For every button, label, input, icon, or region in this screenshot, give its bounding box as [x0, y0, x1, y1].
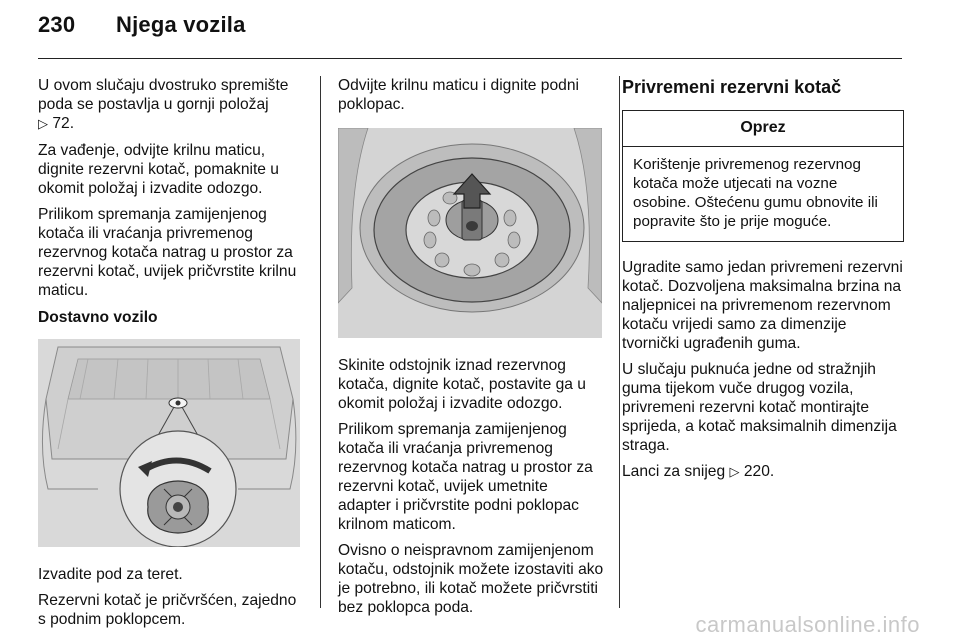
arrow-reference-icon: ▷ [729, 465, 740, 480]
paragraph: Prilikom spremanja zamijenjenog kotača ili vraćanja privremenog rezervnog kotača natrag u prostor za rezervni kotač, uvijek pričvrstite krilnu maticu. [38, 206, 297, 299]
header-rule [38, 58, 902, 59]
subheading: Dostavno vozilo [38, 309, 158, 326]
page-reference-link[interactable]: 220. [743, 463, 775, 480]
paragraph-text: Lanci za snijeg [622, 463, 726, 480]
page-reference-link[interactable]: 72. [52, 115, 75, 132]
paragraph-text: U ovom slučaju dvostruko spremište poda se postavlja u gornji položaj [38, 77, 289, 113]
spare-wheel-figure [338, 128, 602, 338]
paragraph: U slučaju puknuća jedne od stražnjih guma tijekom vuče drugog vozila, privremeni rezervni kotač montirajte sprijeda, a kotač maksimalnih dimenzija straga. [622, 361, 897, 454]
column-divider-1 [320, 76, 321, 608]
paragraph: Za vađenje, odvijte krilnu maticu, dignite rezervni kotač, pomaknite u okomit položaj i izvadite odozgo. [38, 142, 279, 197]
column-divider-2 [619, 76, 620, 608]
page-header [38, 12, 246, 38]
watermark: carmanualsonline.info [695, 612, 920, 637]
column-3 [622, 76, 904, 489]
paragraph: Odvijte krilnu maticu i dignite podni poklopac. [338, 77, 579, 113]
paragraph: Izvadite pod za teret. [38, 566, 183, 583]
page-number: 230 [38, 12, 76, 37]
section-heading: Privremeni rezervni kotač [622, 77, 842, 97]
paragraph: Skinite odstojnik iznad rezervnog kotača, dignite kotač, postavite ga u okomit položaj i izvadite odozgo. [338, 357, 586, 412]
column-2 [338, 76, 604, 624]
arrow-reference-icon: ▷ [38, 117, 48, 132]
paragraph [38, 76, 306, 134]
paragraph: Rezervni kotač je pričvršćen, zajedno s podnim poklopcem. [38, 592, 297, 628]
page-title: Njega vozila [116, 12, 246, 37]
paragraph: Ovisno o neispravnom zamijenjenom kotaču, odstojnik možete izostaviti ako je potrebno, ili kotač možete pričvrstiti bez poklopca poda. [338, 542, 604, 616]
column-1 [38, 76, 306, 636]
caution-box [622, 110, 904, 242]
paragraph: Ugradite samo jedan privremeni rezervni kotač. Dozvoljena maksimalna brzina na naljepnicei na privremenom rezervnom kotaču vrijedi samo za dimenzije tvornički ugrađenih guma. [622, 259, 903, 352]
caution-label: Oprez [623, 111, 903, 147]
paragraph: Prilikom spremanja zamijenjenog kotača ili vraćanja privremenog rezervnog kotača natrag u prostor za rezervni kotač, uvijek umetnite adapter i pričvrstite podni poklopac krilnom maticom. [338, 421, 593, 533]
caution-text: Korištenje privremenog rezervnog kotača može utjecati na vozne osobine. Oštećenu gumu obnovite ili popravite što je prije moguće. [633, 156, 878, 230]
paragraph [622, 462, 904, 482]
cargo-floor-wing-nut-figure [38, 339, 300, 547]
